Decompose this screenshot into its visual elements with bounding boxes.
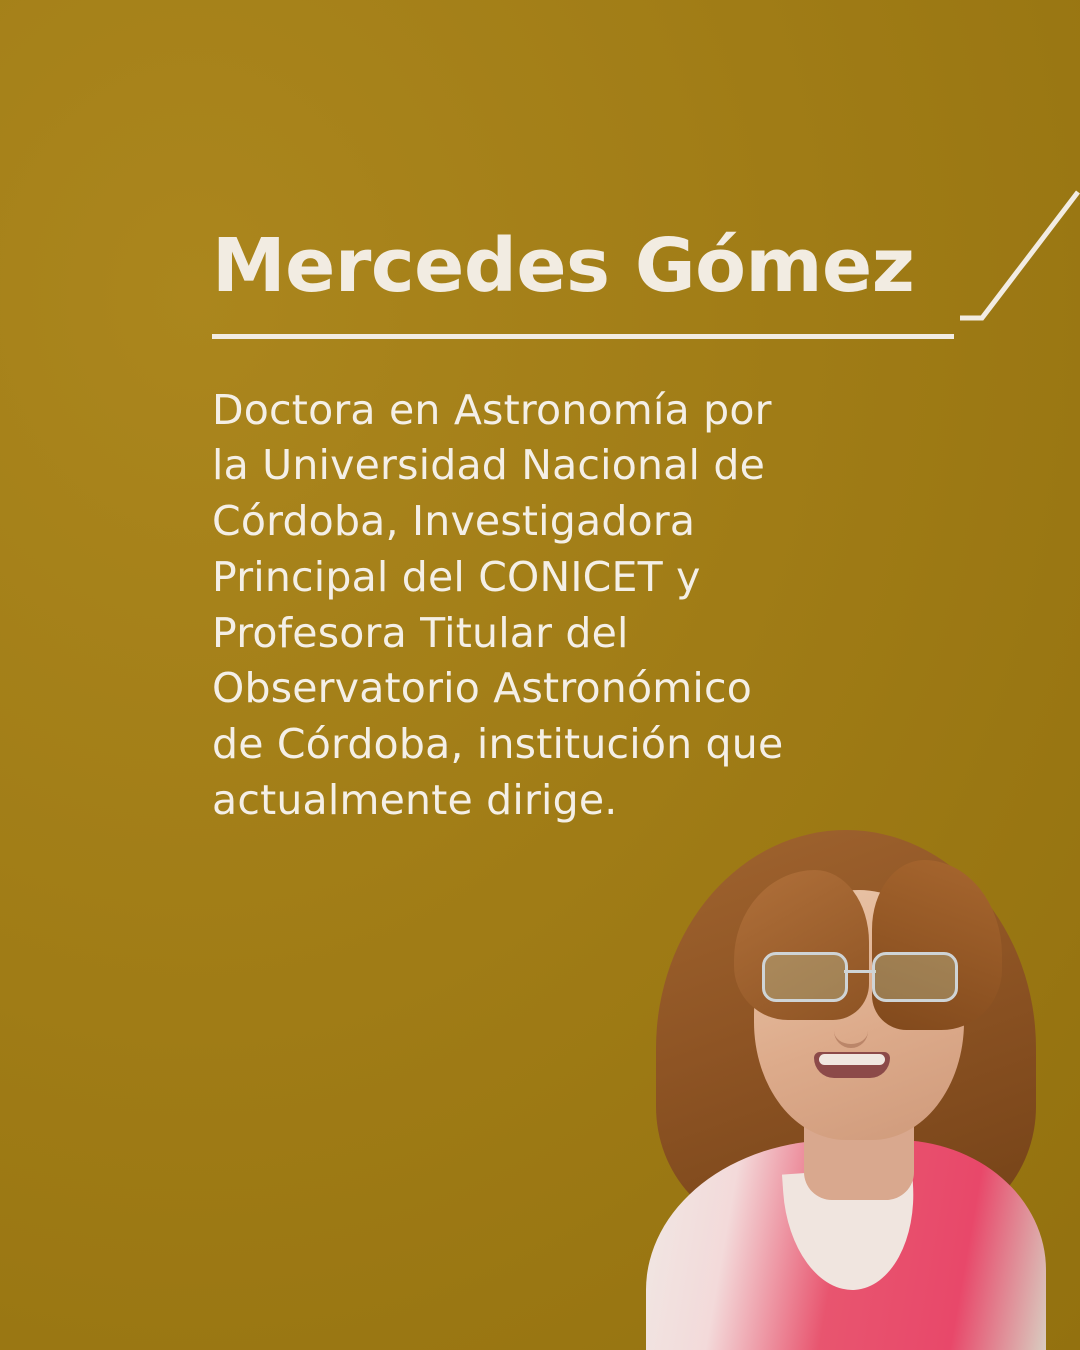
portrait-hair-right (872, 860, 1002, 1030)
card-content (212, 223, 972, 870)
glasses-lens-right (872, 952, 958, 1002)
portrait-mouth (814, 1052, 890, 1078)
glasses-icon (762, 952, 958, 1000)
portrait-nose (834, 1010, 868, 1048)
page-title: Mercedes Gómez (212, 223, 915, 309)
glasses-lens-left (762, 952, 848, 1002)
portrait-teeth (819, 1054, 885, 1065)
title-divider (212, 334, 954, 339)
portrait-image (636, 805, 1056, 1350)
profile-bio: Doctora en Astronomía por la Universidad Nacional de Córdoba, Investigadora Principal del CONICET y Profesora Titular del Observatorio Astronómico de Córdoba, institución que actualmente dirige. (212, 385, 784, 824)
